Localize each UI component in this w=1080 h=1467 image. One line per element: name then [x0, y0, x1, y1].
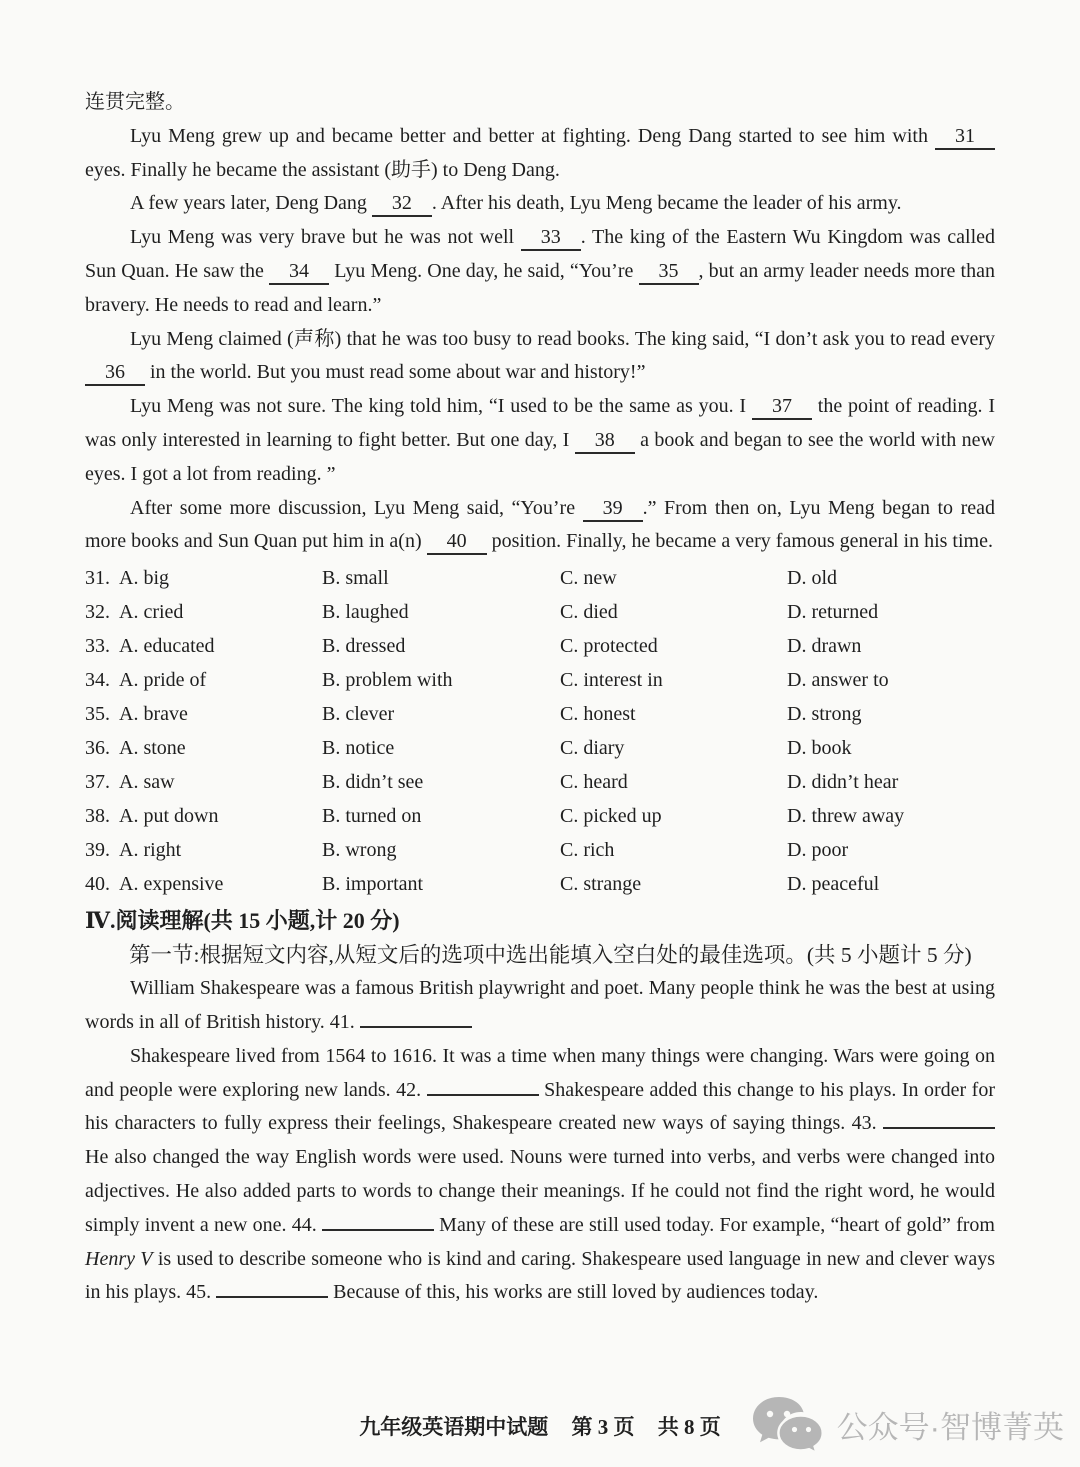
option-b-text: B. laughed [322, 601, 409, 624]
option-cell-a [85, 629, 322, 663]
option-d-text: D. returned [787, 601, 879, 624]
cloze-options [85, 561, 995, 901]
option-c-text: C. strange [560, 873, 642, 896]
blank-37: 37 [752, 394, 812, 420]
option-a-text: A. stone [119, 737, 186, 760]
option-cell-a [85, 765, 322, 799]
blank-32: 32 [372, 191, 432, 217]
option-number: 36. [85, 737, 110, 760]
blank-36: 36 [85, 360, 145, 386]
option-cell-a [85, 697, 322, 731]
option-c-text: C. protected [560, 635, 658, 658]
cloze-paragraph-4: Lyu Meng was very brave but he was not well 33 . The king of the Eastern Wu Kingdom was called Sun Quan. He saw the 34 Lyu Meng. One day, he said, “You’re 35 , but an army leader needs more than bravery. He needs to read and learn.” [85, 226, 995, 316]
option-a-text: A. expensive [119, 873, 224, 896]
option-d-text: D. didn’t hear [787, 771, 899, 794]
option-c-text: C. new [560, 567, 617, 590]
option-cell-a [85, 595, 322, 629]
option-number: 32. [85, 601, 110, 624]
option-a-text: A. put down [119, 805, 219, 828]
option-d-text: D. threw away [787, 805, 905, 828]
option-cell-a [85, 731, 322, 765]
blank-35: 35 [639, 259, 699, 285]
option-row-36 [85, 731, 995, 765]
option-row-37 [85, 765, 995, 799]
cloze-paragraph-3: A few years later, Deng Dang 32 . After his death, Lyu Meng became the leader of his army. [85, 187, 995, 221]
blank-43 [883, 1107, 995, 1129]
blank-31: 31 [935, 124, 995, 150]
option-a-text: A. educated [119, 635, 215, 658]
section-iv-heading: Ⅳ.阅读理解(共 15 小题,计 20 分) [85, 908, 400, 934]
reading-italic-text: Henry V [85, 1247, 153, 1270]
option-row-40 [85, 867, 995, 901]
option-d-text: D. poor [787, 839, 849, 862]
option-c-text: C. rich [560, 839, 615, 862]
option-d-text: D. book [787, 737, 852, 760]
option-b-text: B. notice [322, 737, 395, 760]
cloze-passage [85, 86, 995, 559]
option-cell-a [85, 833, 322, 867]
option-b-text: B. dressed [322, 635, 406, 658]
cloze-paragraph-5: Lyu Meng claimed (声称) that he was too busy to read books. The king said, “I don’t ask you to read every 36 in the world. But you must read some about war and history!” [85, 323, 995, 391]
option-number: 31. [85, 567, 110, 590]
option-b-text: B. problem with [322, 669, 453, 692]
option-b-text: B. didn’t see [322, 771, 424, 794]
option-number: 40. [85, 873, 110, 896]
option-c-text: C. honest [560, 703, 636, 726]
option-number: 34. [85, 669, 110, 692]
option-number: 33. [85, 635, 110, 658]
option-cell-a [85, 799, 322, 833]
option-d-text: D. peaceful [787, 873, 880, 896]
option-a-text: A. big [119, 567, 169, 590]
option-number: 37. [85, 771, 110, 794]
option-row-33 [85, 629, 995, 663]
option-row-35 [85, 697, 995, 731]
blank-33: 33 [521, 225, 581, 251]
reading-paragraph-1: William Shakespeare was a famous British playwright and poet. Many people think he was the best at using words in all of British history. 41. [85, 977, 995, 1033]
wechat-icon [751, 1395, 827, 1453]
option-b-text: B. wrong [322, 839, 397, 862]
blank-34: 34 [269, 259, 329, 285]
option-c-text: C. interest in [560, 669, 663, 692]
watermark-text: 公众号·智博菁英 [836, 1409, 1064, 1445]
option-b-text: B. small [322, 567, 389, 590]
option-c-text: C. died [560, 601, 618, 624]
option-b-text: B. important [322, 873, 424, 896]
exam-page-content [85, 86, 995, 1310]
option-c-text: C. picked up [560, 805, 662, 828]
blank-38: 38 [575, 428, 635, 454]
footer-total-pages: 共 8 页 [657, 1415, 721, 1439]
option-c-text: C. diary [560, 737, 625, 760]
option-c-text: C. heard [560, 771, 628, 794]
blank-40: 40 [427, 529, 487, 555]
blank-45 [216, 1276, 328, 1298]
option-number: 35. [85, 703, 110, 726]
option-b-text: B. turned on [322, 805, 422, 828]
cloze-paragraph-2: Lyu Meng grew up and became better and better at fighting. Deng Dang started to see him with 31 eyes. Finally he became the assistant (助手) to Deng Dang. [85, 120, 995, 188]
option-number: 39. [85, 839, 110, 862]
option-row-31 [85, 561, 995, 595]
option-row-38 [85, 799, 995, 833]
option-a-text: A. saw [119, 771, 175, 794]
footer-doc-title: 九年级英语期中试题 [359, 1415, 549, 1439]
part-one-instruction: 第一节:根据短文内容,从短文后的选项中选出能填入空白处的最佳选项。(共 5 小题计 5 分) [129, 943, 972, 968]
option-cell-a [85, 867, 322, 901]
option-d-text: D. old [787, 567, 837, 590]
reading-passage [85, 972, 995, 1310]
cloze-paragraph-1: 连贯完整。 [85, 91, 185, 113]
blank-42 [427, 1074, 539, 1096]
reading-paragraph-2: Shakespeare lived from 1564 to 1616. It was a time when many things were changing. Wars were going on and people were exploring new lands. 42. Shakespeare added this change to his plays. In order for his characters to fully express their feelings, Shakespeare created new ways of saying things. 43. He also changed the way English words were used. Nouns were turned into verbs, and verbs were changed into adjectives. He also added parts to words to change their meanings. If he could not find the right word, he would simply invent a new one. 44. Many of these are still used today. For example, “heart of gold” from Henry V is used to describe someone who is kind and caring. Shakespeare used language in new and clever ways in his plays. 45. Because of this, his works are still loved by audiences today. [85, 1044, 995, 1304]
cloze-paragraph-6: Lyu Meng was not sure. The king told him, “I used to be the same as you. I 37 the point of reading. I was only interested in learning to fight better. But one day, I 38 a book and began to see the world with new eyes. I got a lot from reading. ” [85, 395, 995, 485]
blank-39: 39 [583, 496, 643, 522]
option-a-text: A. cried [119, 601, 184, 624]
watermark [745, 1395, 1064, 1453]
option-row-34 [85, 663, 995, 697]
option-a-text: A. pride of [119, 669, 207, 692]
option-cell-a [85, 561, 322, 595]
option-d-text: D. drawn [787, 635, 862, 658]
option-row-39 [85, 833, 995, 867]
option-d-text: D. strong [787, 703, 862, 726]
option-a-text: A. brave [119, 703, 188, 726]
option-number: 38. [85, 805, 110, 828]
option-a-text: A. right [119, 839, 182, 862]
option-row-32 [85, 595, 995, 629]
blank-41 [360, 1006, 472, 1028]
blank-44 [322, 1209, 434, 1231]
option-cell-a [85, 663, 322, 697]
option-d-text: D. answer to [787, 669, 889, 692]
footer-page-number: 第 3 页 [571, 1415, 635, 1439]
option-b-text: B. clever [322, 703, 395, 726]
cloze-paragraph-7: After some more discussion, Lyu Meng said, “You’re 39 .” From then on, Lyu Meng began to read more books and Sun Quan put him in a(n) 40 position. Finally, he became a very famous general in his time. [85, 492, 995, 560]
